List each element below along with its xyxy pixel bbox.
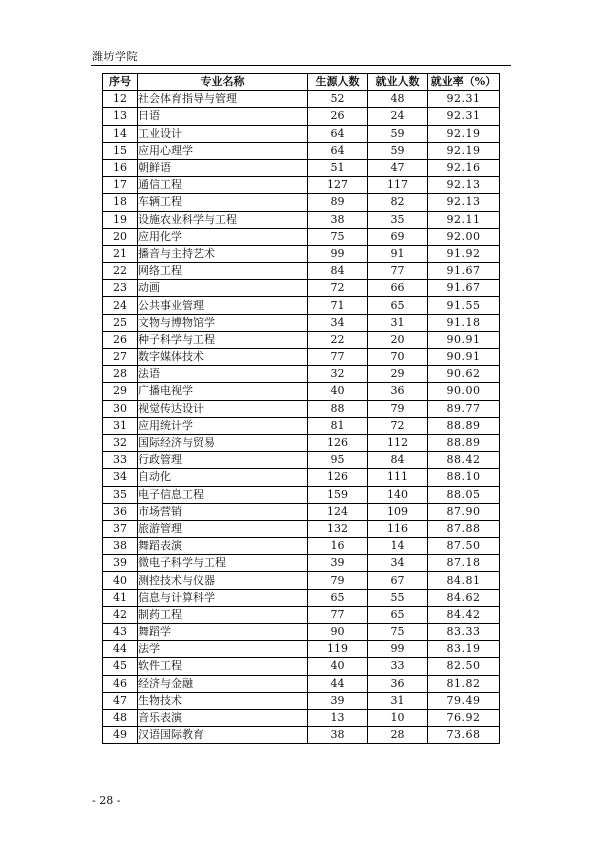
employed-count: 116 bbox=[368, 520, 428, 537]
table-row bbox=[103, 177, 500, 194]
employment-rate: 76.92 bbox=[428, 709, 500, 726]
employed-count: 36 bbox=[368, 675, 428, 692]
table-row bbox=[103, 297, 500, 314]
table-row bbox=[103, 383, 500, 400]
employment-rate: 91.92 bbox=[428, 245, 500, 262]
employment-rate: 88.89 bbox=[428, 434, 500, 451]
table-row bbox=[103, 194, 500, 211]
employment-rate: 91.18 bbox=[428, 314, 500, 331]
row-index: 13 bbox=[103, 108, 138, 125]
row-index: 48 bbox=[103, 709, 138, 726]
source-count: 40 bbox=[308, 658, 368, 675]
table-row bbox=[103, 400, 500, 417]
employment-rate: 83.19 bbox=[428, 641, 500, 658]
row-index: 40 bbox=[103, 572, 138, 589]
row-index: 21 bbox=[103, 245, 138, 262]
employment-rate: 92.31 bbox=[428, 91, 500, 108]
table-row bbox=[103, 538, 500, 555]
employment-rate: 92.13 bbox=[428, 194, 500, 211]
table-row bbox=[103, 434, 500, 451]
source-count: 72 bbox=[308, 280, 368, 297]
employment-rate: 87.18 bbox=[428, 555, 500, 572]
table-row bbox=[103, 452, 500, 469]
employment-rate: 91.67 bbox=[428, 263, 500, 280]
employment-rate-table bbox=[102, 73, 500, 744]
source-count: 34 bbox=[308, 314, 368, 331]
employed-count: 112 bbox=[368, 434, 428, 451]
major-name: 通信工程 bbox=[138, 177, 308, 194]
table-row bbox=[103, 366, 500, 383]
row-index: 19 bbox=[103, 211, 138, 228]
row-index: 24 bbox=[103, 297, 138, 314]
table-body bbox=[103, 91, 500, 744]
table-row bbox=[103, 555, 500, 572]
major-name: 设施农业科学与工程 bbox=[138, 211, 308, 228]
employment-rate: 91.55 bbox=[428, 297, 500, 314]
table-row bbox=[103, 675, 500, 692]
row-index: 49 bbox=[103, 727, 138, 744]
employed-count: 82 bbox=[368, 194, 428, 211]
row-index: 30 bbox=[103, 400, 138, 417]
source-count: 81 bbox=[308, 417, 368, 434]
table-row bbox=[103, 159, 500, 176]
employed-count: 31 bbox=[368, 314, 428, 331]
source-count: 52 bbox=[308, 91, 368, 108]
source-count: 32 bbox=[308, 366, 368, 383]
source-count: 84 bbox=[308, 263, 368, 280]
source-count: 126 bbox=[308, 469, 368, 486]
row-index: 28 bbox=[103, 366, 138, 383]
table-row bbox=[103, 417, 500, 434]
source-count: 77 bbox=[308, 606, 368, 623]
row-index: 47 bbox=[103, 692, 138, 709]
table-row bbox=[103, 486, 500, 503]
column-header-employment-rate: 就业率（%） bbox=[428, 74, 500, 91]
source-count: 132 bbox=[308, 520, 368, 537]
source-count: 89 bbox=[308, 194, 368, 211]
row-index: 33 bbox=[103, 452, 138, 469]
major-name: 视觉传达设计 bbox=[138, 400, 308, 417]
table-row bbox=[103, 331, 500, 348]
employed-count: 36 bbox=[368, 383, 428, 400]
major-name: 朝鲜语 bbox=[138, 159, 308, 176]
major-name: 法学 bbox=[138, 641, 308, 658]
employed-count: 48 bbox=[368, 91, 428, 108]
source-count: 44 bbox=[308, 675, 368, 692]
row-index: 20 bbox=[103, 228, 138, 245]
employment-rate: 83.33 bbox=[428, 624, 500, 641]
employment-rate: 89.77 bbox=[428, 400, 500, 417]
employed-count: 77 bbox=[368, 263, 428, 280]
source-count: 127 bbox=[308, 177, 368, 194]
row-index: 18 bbox=[103, 194, 138, 211]
employment-rate: 88.10 bbox=[428, 469, 500, 486]
major-name: 动画 bbox=[138, 280, 308, 297]
source-count: 22 bbox=[308, 331, 368, 348]
employed-count: 75 bbox=[368, 624, 428, 641]
employment-rate: 81.82 bbox=[428, 675, 500, 692]
table-row bbox=[103, 589, 500, 606]
page-number: - 28 - bbox=[92, 794, 121, 807]
employed-count: 55 bbox=[368, 589, 428, 606]
major-name: 汉语国际教育 bbox=[138, 727, 308, 744]
table-row bbox=[103, 263, 500, 280]
table-row bbox=[103, 108, 500, 125]
source-count: 119 bbox=[308, 641, 368, 658]
employment-rate: 92.31 bbox=[428, 108, 500, 125]
major-name: 数字媒体技术 bbox=[138, 349, 308, 366]
column-header-major: 专业名称 bbox=[138, 74, 308, 91]
table-row bbox=[103, 624, 500, 641]
table-row bbox=[103, 727, 500, 744]
source-count: 75 bbox=[308, 228, 368, 245]
major-name: 网络工程 bbox=[138, 263, 308, 280]
major-name: 广播电视学 bbox=[138, 383, 308, 400]
employed-count: 33 bbox=[368, 658, 428, 675]
major-name: 测控技术与仪器 bbox=[138, 572, 308, 589]
source-count: 26 bbox=[308, 108, 368, 125]
employed-count: 79 bbox=[368, 400, 428, 417]
employed-count: 117 bbox=[368, 177, 428, 194]
major-name: 旅游管理 bbox=[138, 520, 308, 537]
row-index: 17 bbox=[103, 177, 138, 194]
row-index: 39 bbox=[103, 555, 138, 572]
major-name: 公共事业管理 bbox=[138, 297, 308, 314]
employment-rate: 91.67 bbox=[428, 280, 500, 297]
table-row bbox=[103, 658, 500, 675]
employment-rate: 92.19 bbox=[428, 142, 500, 159]
source-count: 38 bbox=[308, 727, 368, 744]
employed-count: 10 bbox=[368, 709, 428, 726]
employment-rate: 73.68 bbox=[428, 727, 500, 744]
major-name: 制药工程 bbox=[138, 606, 308, 623]
row-index: 42 bbox=[103, 606, 138, 623]
employed-count: 20 bbox=[368, 331, 428, 348]
source-count: 99 bbox=[308, 245, 368, 262]
table-row bbox=[103, 349, 500, 366]
source-count: 79 bbox=[308, 572, 368, 589]
source-count: 65 bbox=[308, 589, 368, 606]
employment-rate: 90.91 bbox=[428, 349, 500, 366]
table-row bbox=[103, 211, 500, 228]
employment-rate: 92.13 bbox=[428, 177, 500, 194]
employed-count: 28 bbox=[368, 727, 428, 744]
employed-count: 24 bbox=[368, 108, 428, 125]
source-count: 38 bbox=[308, 211, 368, 228]
employment-rate: 88.42 bbox=[428, 452, 500, 469]
major-name: 经济与金融 bbox=[138, 675, 308, 692]
source-count: 39 bbox=[308, 555, 368, 572]
table-row bbox=[103, 280, 500, 297]
major-name: 法语 bbox=[138, 366, 308, 383]
major-name: 应用统计学 bbox=[138, 417, 308, 434]
major-name: 工业设计 bbox=[138, 125, 308, 142]
row-index: 22 bbox=[103, 263, 138, 280]
employed-count: 14 bbox=[368, 538, 428, 555]
major-name: 车辆工程 bbox=[138, 194, 308, 211]
row-index: 46 bbox=[103, 675, 138, 692]
employment-rate: 88.05 bbox=[428, 486, 500, 503]
employed-count: 99 bbox=[368, 641, 428, 658]
major-name: 日语 bbox=[138, 108, 308, 125]
employment-rate: 92.16 bbox=[428, 159, 500, 176]
employed-count: 65 bbox=[368, 297, 428, 314]
source-count: 95 bbox=[308, 452, 368, 469]
source-count: 16 bbox=[308, 538, 368, 555]
source-count: 64 bbox=[308, 142, 368, 159]
employment-rate: 92.11 bbox=[428, 211, 500, 228]
table-row bbox=[103, 469, 500, 486]
major-name: 应用化学 bbox=[138, 228, 308, 245]
employment-rate: 92.19 bbox=[428, 125, 500, 142]
major-name: 文物与博物馆学 bbox=[138, 314, 308, 331]
major-name: 微电子科学与工程 bbox=[138, 555, 308, 572]
table-row bbox=[103, 641, 500, 658]
major-name: 舞蹈学 bbox=[138, 624, 308, 641]
table-row bbox=[103, 125, 500, 142]
row-index: 15 bbox=[103, 142, 138, 159]
row-index: 36 bbox=[103, 503, 138, 520]
major-name: 应用心理学 bbox=[138, 142, 308, 159]
employed-count: 69 bbox=[368, 228, 428, 245]
employed-count: 70 bbox=[368, 349, 428, 366]
row-index: 32 bbox=[103, 434, 138, 451]
table-row bbox=[103, 228, 500, 245]
table-header-row bbox=[103, 74, 500, 91]
major-name: 信息与计算科学 bbox=[138, 589, 308, 606]
row-index: 29 bbox=[103, 383, 138, 400]
employment-rate: 84.62 bbox=[428, 589, 500, 606]
row-index: 45 bbox=[103, 658, 138, 675]
row-index: 43 bbox=[103, 624, 138, 641]
row-index: 44 bbox=[103, 641, 138, 658]
employment-rate: 87.90 bbox=[428, 503, 500, 520]
employment-rate: 79.49 bbox=[428, 692, 500, 709]
employed-count: 72 bbox=[368, 417, 428, 434]
row-index: 38 bbox=[103, 538, 138, 555]
major-name: 播音与主持艺术 bbox=[138, 245, 308, 262]
major-name: 行政管理 bbox=[138, 452, 308, 469]
employment-rate: 87.50 bbox=[428, 538, 500, 555]
employed-count: 140 bbox=[368, 486, 428, 503]
table-row bbox=[103, 572, 500, 589]
major-name: 自动化 bbox=[138, 469, 308, 486]
source-count: 71 bbox=[308, 297, 368, 314]
table-row bbox=[103, 692, 500, 709]
row-index: 41 bbox=[103, 589, 138, 606]
source-count: 90 bbox=[308, 624, 368, 641]
source-count: 88 bbox=[308, 400, 368, 417]
source-count: 124 bbox=[308, 503, 368, 520]
employment-rate: 90.62 bbox=[428, 366, 500, 383]
column-header-index: 序号 bbox=[103, 74, 138, 91]
column-header-source-count: 生源人数 bbox=[308, 74, 368, 91]
employment-rate: 90.91 bbox=[428, 331, 500, 348]
employment-rate: 92.00 bbox=[428, 228, 500, 245]
employment-rate: 88.89 bbox=[428, 417, 500, 434]
major-name: 国际经济与贸易 bbox=[138, 434, 308, 451]
source-count: 39 bbox=[308, 692, 368, 709]
row-index: 37 bbox=[103, 520, 138, 537]
major-name: 生物技术 bbox=[138, 692, 308, 709]
employment-rate: 82.50 bbox=[428, 658, 500, 675]
employed-count: 111 bbox=[368, 469, 428, 486]
major-name: 社会体育指导与管理 bbox=[138, 91, 308, 108]
row-index: 27 bbox=[103, 349, 138, 366]
page-header-title: 潍坊学院 bbox=[92, 50, 138, 63]
row-index: 34 bbox=[103, 469, 138, 486]
employment-rate: 84.42 bbox=[428, 606, 500, 623]
table-row bbox=[103, 314, 500, 331]
row-index: 23 bbox=[103, 280, 138, 297]
header-divider bbox=[91, 65, 511, 66]
row-index: 35 bbox=[103, 486, 138, 503]
table-row bbox=[103, 142, 500, 159]
major-name: 电子信息工程 bbox=[138, 486, 308, 503]
table-row bbox=[103, 606, 500, 623]
employed-count: 66 bbox=[368, 280, 428, 297]
column-header-employed-count: 就业人数 bbox=[368, 74, 428, 91]
employed-count: 47 bbox=[368, 159, 428, 176]
row-index: 16 bbox=[103, 159, 138, 176]
source-count: 51 bbox=[308, 159, 368, 176]
employment-rate: 87.88 bbox=[428, 520, 500, 537]
employed-count: 91 bbox=[368, 245, 428, 262]
source-count: 77 bbox=[308, 349, 368, 366]
major-name: 软件工程 bbox=[138, 658, 308, 675]
employed-count: 59 bbox=[368, 142, 428, 159]
employed-count: 84 bbox=[368, 452, 428, 469]
source-count: 126 bbox=[308, 434, 368, 451]
row-index: 31 bbox=[103, 417, 138, 434]
employed-count: 65 bbox=[368, 606, 428, 623]
major-name: 舞蹈表演 bbox=[138, 538, 308, 555]
employed-count: 34 bbox=[368, 555, 428, 572]
table-row bbox=[103, 245, 500, 262]
table-row bbox=[103, 91, 500, 108]
employment-rate: 90.00 bbox=[428, 383, 500, 400]
employment-rate: 84.81 bbox=[428, 572, 500, 589]
row-index: 25 bbox=[103, 314, 138, 331]
row-index: 26 bbox=[103, 331, 138, 348]
source-count: 64 bbox=[308, 125, 368, 142]
employed-count: 67 bbox=[368, 572, 428, 589]
source-count: 13 bbox=[308, 709, 368, 726]
major-name: 音乐表演 bbox=[138, 709, 308, 726]
source-count: 40 bbox=[308, 383, 368, 400]
employed-count: 35 bbox=[368, 211, 428, 228]
employed-count: 29 bbox=[368, 366, 428, 383]
table-row bbox=[103, 503, 500, 520]
source-count: 159 bbox=[308, 486, 368, 503]
major-name: 种子科学与工程 bbox=[138, 331, 308, 348]
table-row bbox=[103, 709, 500, 726]
row-index: 12 bbox=[103, 91, 138, 108]
major-name: 市场营销 bbox=[138, 503, 308, 520]
employed-count: 109 bbox=[368, 503, 428, 520]
row-index: 14 bbox=[103, 125, 138, 142]
employed-count: 59 bbox=[368, 125, 428, 142]
table-row bbox=[103, 520, 500, 537]
employed-count: 31 bbox=[368, 692, 428, 709]
